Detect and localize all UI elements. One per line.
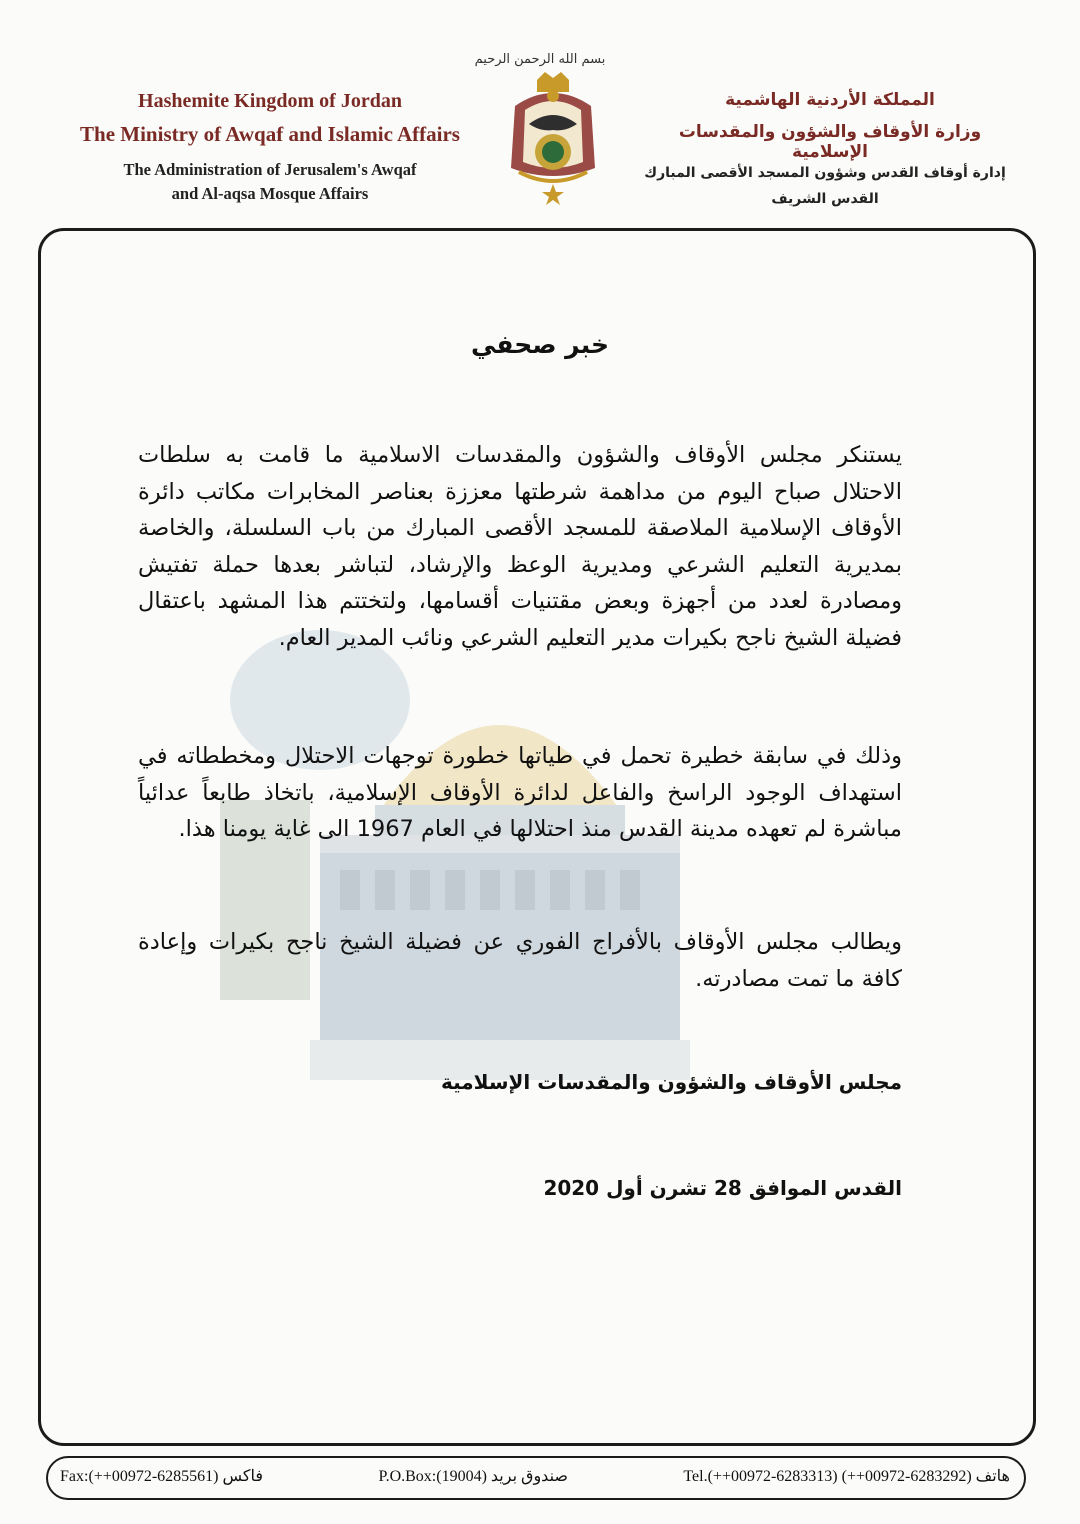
basmala: بسم الله الرحمن الرحيم (474, 52, 606, 67)
document-date: القدس الموافق 28 تشرن أول 2020 (543, 1176, 902, 1200)
header-en-administration (60, 158, 480, 206)
header-ar-kingdom: المملكة الأردنية الهاشمية (725, 90, 935, 110)
paragraph-3: ويطالب مجلس الأوقاف بالأفراج الفوري عن فضيلة الشيخ ناجح بكيرات وإعادة كافة ما تمت مصادرته. (138, 929, 902, 992)
header-ar-administration (630, 160, 1020, 212)
header-ar-administration-line2: القدس الشريف (771, 191, 879, 207)
header-en-ministry: The Ministry of Awqaf and Islamic Affairs (80, 122, 460, 146)
footer-pobox: P.O.Box:(19004) صندوق بريد (378, 1468, 568, 1485)
header-ar-ministry: وزارة الأوقاف والشؤون والمقدسات الإسلامية (678, 122, 982, 162)
coat-of-arms-icon (495, 72, 611, 212)
header-en-administration-line2: and Al-aqsa Mosque Affairs (171, 184, 369, 203)
signature: مجلس الأوقاف والشؤون والمقدسات الإسلامية (441, 1070, 902, 1094)
header-ar-administration-line1: إدارة أوقاف القدس وشؤون المسجد الأقصى المبارك (644, 165, 1006, 181)
header-en-kingdom: Hashemite Kingdom of Jordan (138, 90, 402, 112)
footer-fax: Fax:(++00972-6285561) فاكس (60, 1468, 264, 1485)
paragraph-2: وذلك في سابقة خطيرة تحمل في طياتها خطورة توجهات الاحتلال ومخططاته في استهداف الوجود الراسخ والفاعل لدائرة الأوقاف الإسلامية، باتخاذ طابعاً عدائياً مباشرة لم تعهده مدينة القدس منذ احتلالها في العام 1967 الى غاية يومنا هذا. (138, 743, 902, 842)
document-title: خبر صحفي (471, 330, 609, 359)
header-en-administration-line1: The Administration of Jerusalem's Awqaf (123, 160, 417, 179)
footer-tel: Tel.(++00972-6283313) (++00972-6283292) هاتف (683, 1468, 1010, 1485)
paragraph-1: يستنكر مجلس الأوقاف والشؤون والمقدسات الاسلامية ما قامت به سلطات الاحتلال صباح اليوم من مداهمة شرطتها معززة بعناصر المخابرات مكاتب دائرة الأوقاف الإسلامية الملاصقة للمسجد الأقصى المبارك من باب السلسلة، والخاصة بمديرية التعليم الشرعي ومديرية الوعظ والإرشاد، لتباشر بعدها حملة تفتيش ومصادرة لعدد من أجهزة وبعض مقتنيات أقسامها، ولتختتم هذا المشهد باعتقال فضيلة الشيخ ناجح بكيرات مدير التعليم الشرعي ونائب المدير العام. (138, 442, 902, 651)
footer-contacts (60, 1466, 1010, 1486)
dome-of-the-rock-watermark-icon (200, 600, 760, 1140)
